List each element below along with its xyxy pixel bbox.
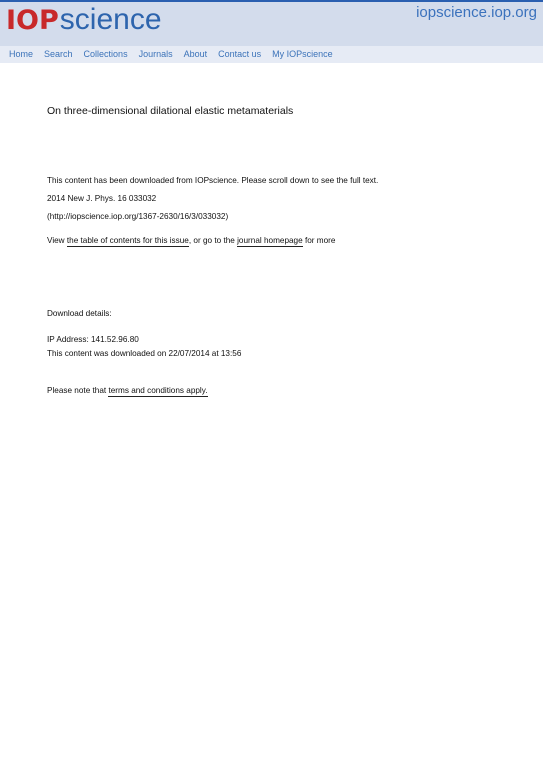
download-details-heading: Download details:	[47, 309, 112, 318]
download-notice: This content has been downloaded from IOPscience. Please scroll down to see the full text.	[47, 176, 379, 185]
nav-collections[interactable]: Collections	[83, 49, 128, 59]
toc-link[interactable]: the table of contents for this issue	[66, 236, 189, 245]
nav-journals[interactable]: Journals	[138, 49, 173, 59]
article-url: (http://iopscience.iop.org/1367-2630/16/3/033032)	[47, 212, 229, 221]
view-middle: , or go to the	[188, 236, 238, 245]
citation: 2014 New J. Phys. 16 033032	[47, 194, 157, 203]
nav-search[interactable]: Search	[44, 49, 73, 59]
nav-my-iopscience[interactable]: My IOPscience	[272, 49, 333, 59]
logo-science-text: science	[59, 3, 162, 36]
ip-address: IP Address: 141.52.96.80	[47, 335, 139, 344]
terms-link[interactable]: terms and conditions apply.	[108, 386, 208, 395]
iopscience-logo[interactable]	[6, 3, 162, 39]
logo-iop-text: IOP	[6, 5, 59, 36]
nav-home[interactable]: Home	[9, 49, 34, 59]
terms-prefix: Please note that	[47, 386, 109, 395]
nav-contact-us[interactable]: Contact us	[218, 49, 262, 59]
terms-line	[47, 386, 208, 395]
download-date: This content was downloaded on 22/07/2014 at 13:56	[47, 349, 242, 358]
view-suffix: for more	[302, 236, 336, 245]
view-prefix: View	[47, 236, 67, 245]
site-url-link[interactable]: iopscience.iop.org	[416, 4, 537, 21]
journal-homepage-link[interactable]: journal homepage	[237, 236, 303, 245]
nav-about[interactable]: About	[183, 49, 208, 59]
article-title: On three-dimensional dilational elastic metamaterials	[47, 105, 294, 117]
view-line	[47, 236, 335, 245]
header-bar	[0, 0, 543, 48]
main-nav	[9, 49, 333, 59]
